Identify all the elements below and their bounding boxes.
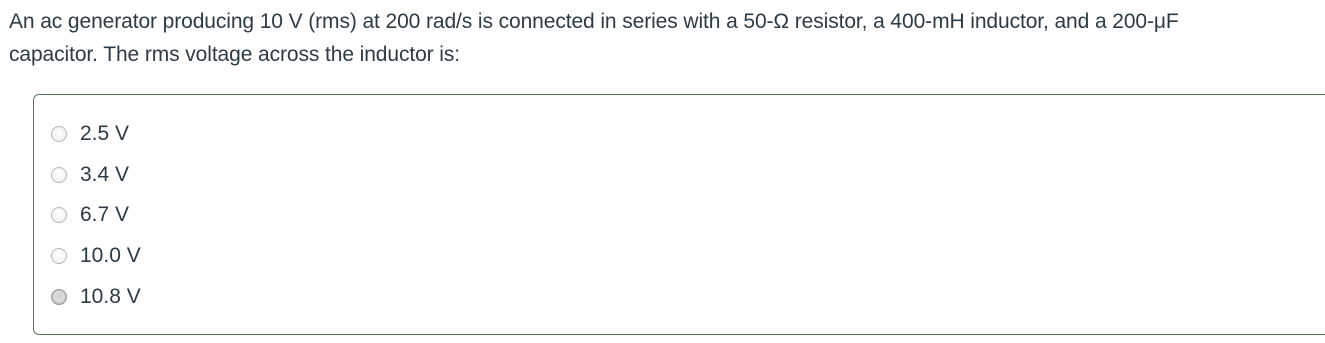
answer-label-4: 10.0 V <box>80 244 141 267</box>
answer-option-4[interactable] <box>51 241 141 271</box>
radio-button-4[interactable] <box>51 248 67 264</box>
question-line-1: An ac generator producing 10 V (rms) at 200 rad/s is connected in series with a 50-Ω resistor, a 400-mH inductor, and a 200-μF <box>9 10 1179 33</box>
answer-label-5: 10.8 V <box>80 285 141 308</box>
answer-option-3[interactable] <box>51 200 129 230</box>
question-line-2: capacitor. The rms voltage across the inductor is: <box>9 43 460 66</box>
answer-option-5[interactable] <box>51 282 141 312</box>
question-text <box>9 5 1319 71</box>
radio-button-5[interactable] <box>51 289 67 305</box>
answer-label-3: 6.7 V <box>80 203 130 226</box>
radio-button-3[interactable] <box>51 207 67 223</box>
radio-button-1[interactable] <box>51 126 67 142</box>
answer-label-1: 2.5 V <box>80 122 130 145</box>
answer-options-box <box>33 94 1325 335</box>
radio-button-2[interactable] <box>51 167 67 183</box>
answer-option-2[interactable] <box>51 160 129 190</box>
answer-label-2: 3.4 V <box>80 163 130 186</box>
answer-option-1[interactable] <box>51 119 129 149</box>
